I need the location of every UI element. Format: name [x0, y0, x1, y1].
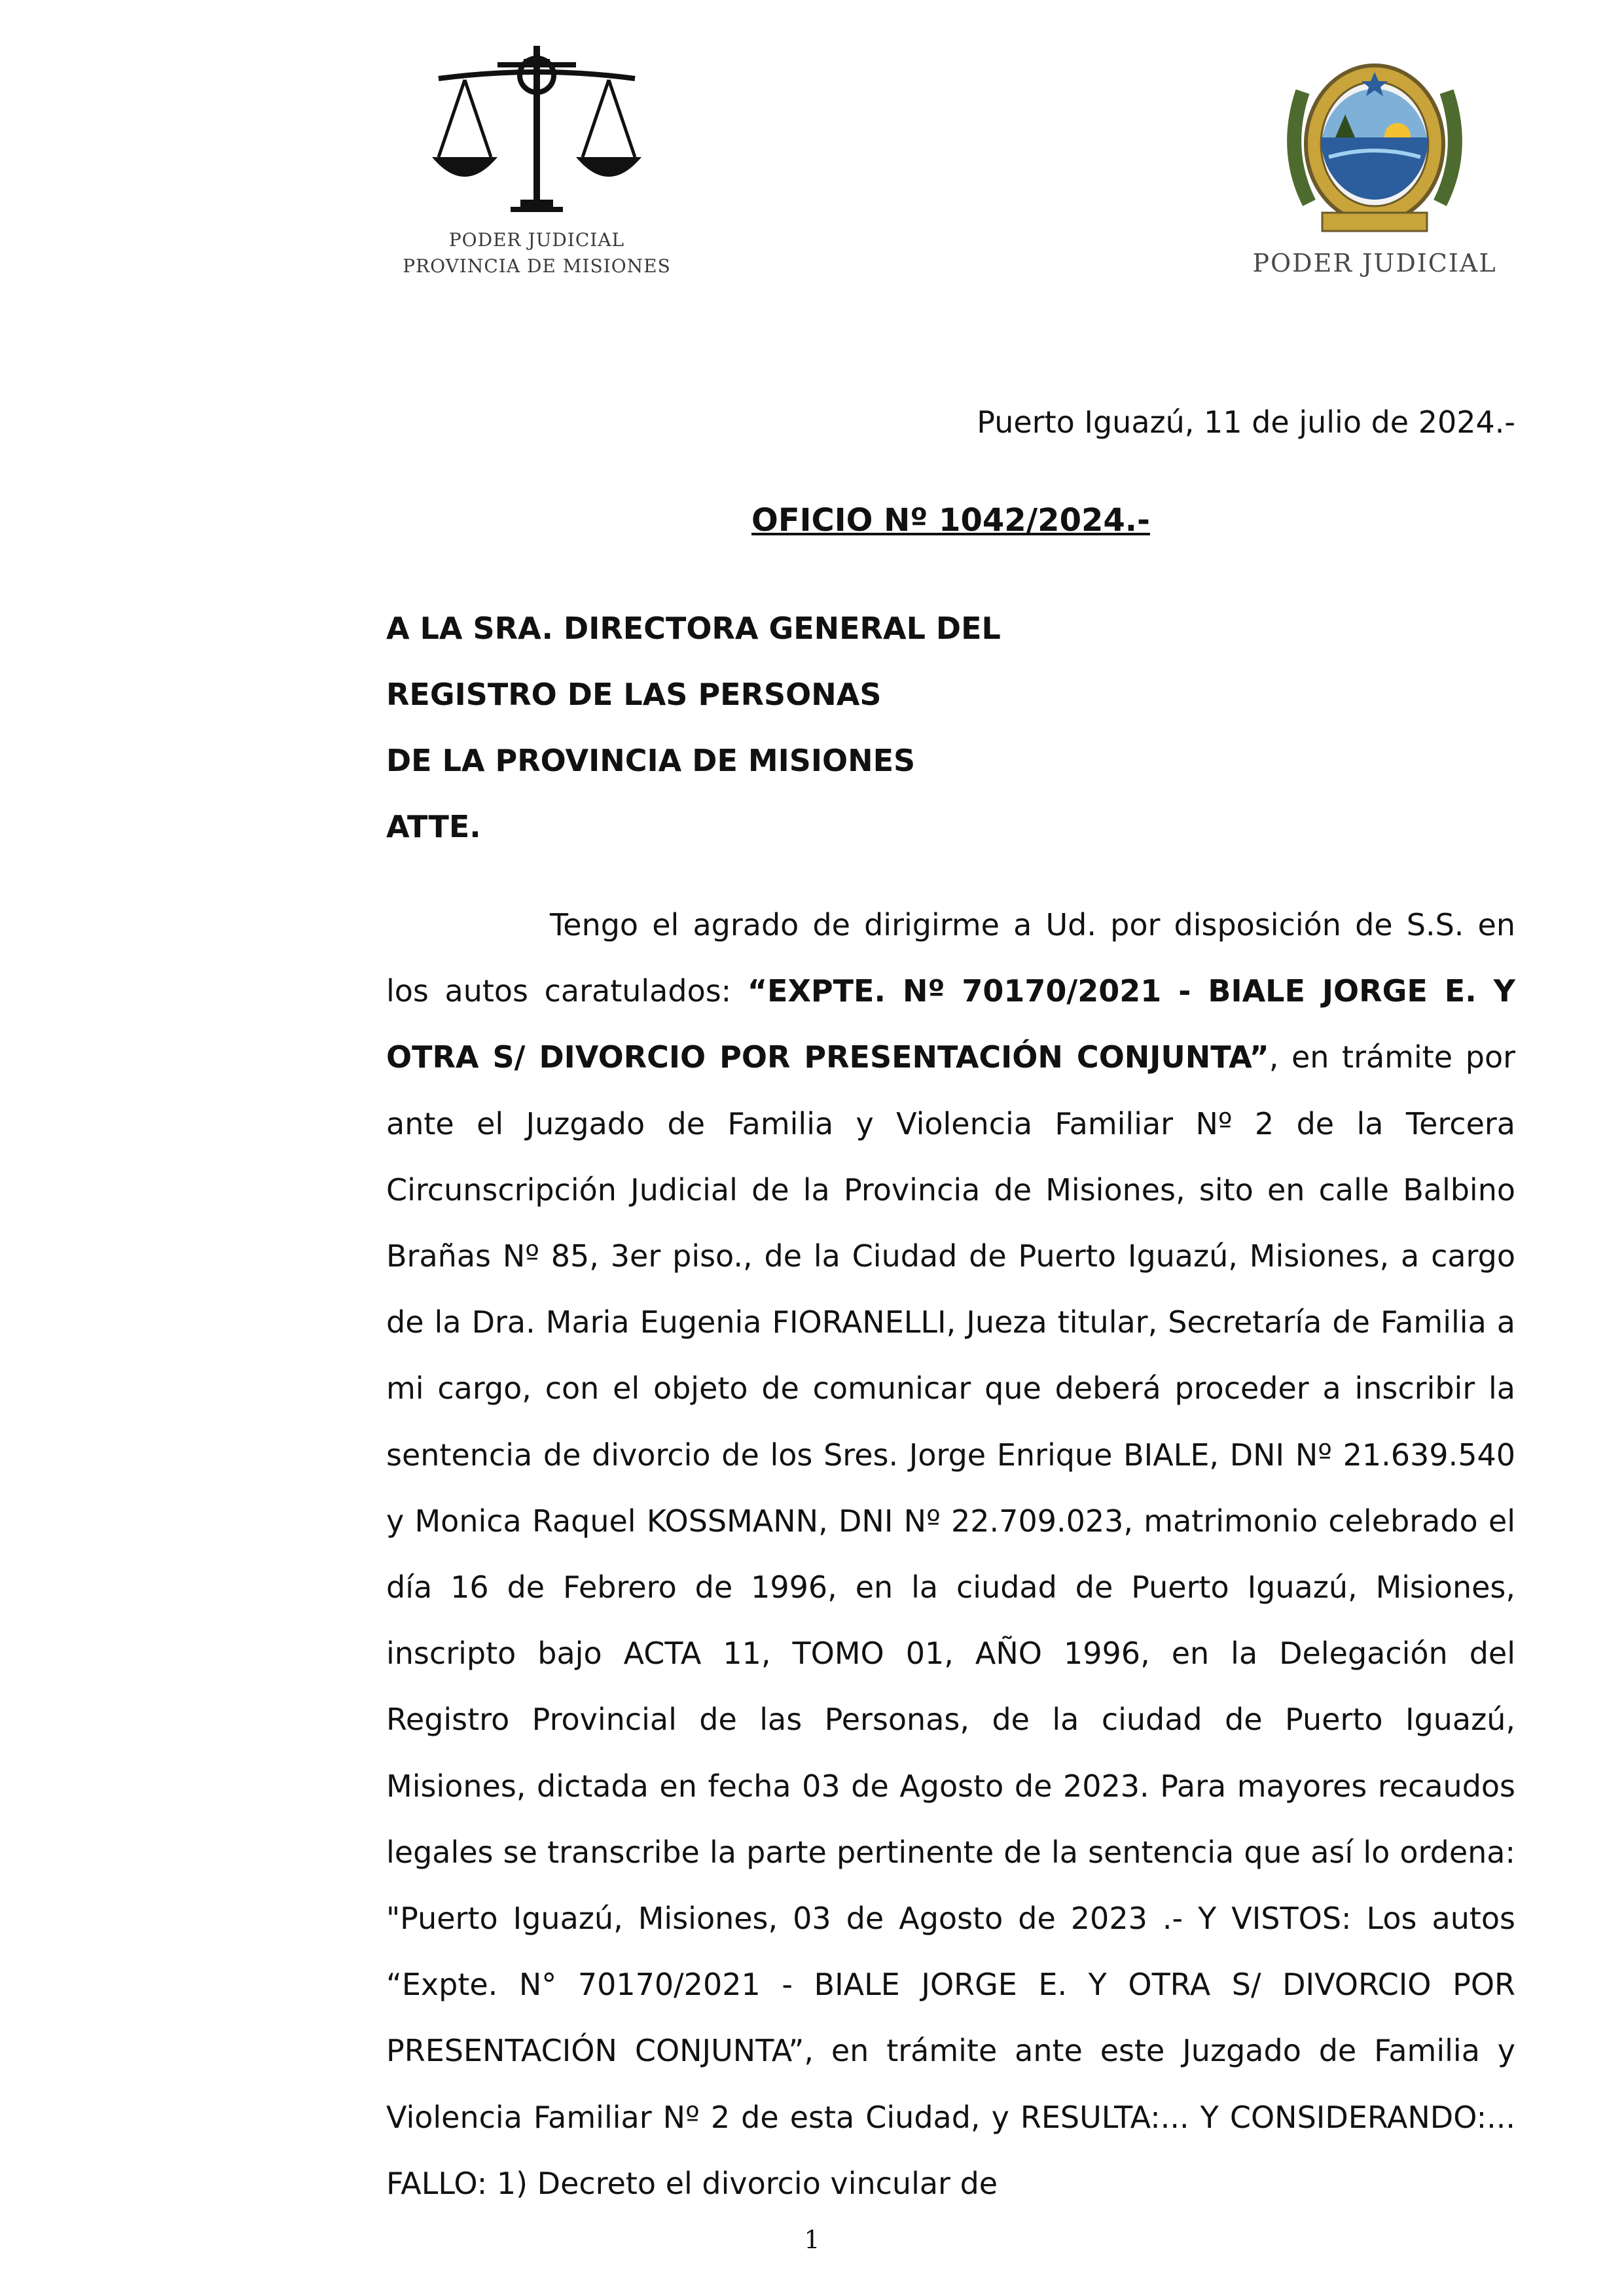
logo-right-label: PODER JUDICIAL	[1252, 249, 1497, 278]
date-line: Puerto Iguazú, 11 de julio de 2024.-	[977, 404, 1515, 440]
provincia-misiones-seal-logo	[1231, 52, 1519, 288]
body-paragraph	[386, 892, 1515, 2217]
addressee-line-3: DE LA PROVINCIA DE MISIONES	[386, 743, 916, 778]
scales-of-justice-icon	[425, 39, 648, 223]
poder-judicial-scales-logo	[399, 39, 674, 295]
oficio-title: OFICIO Nº 1042/2024.-	[751, 502, 1150, 539]
addressee-line-2: REGISTRO DE LAS PERSONAS	[386, 677, 882, 712]
page-number: 1	[804, 2225, 820, 2254]
logo-left-line1: PODER JUDICIAL	[448, 229, 625, 251]
case-title: “EXPTE. Nº 70170/2021 - BIALE JORGE E. Y OTRA S/ DIVORCIO POR PRESENTACIÓN CONJUNTA”	[386, 973, 1515, 1075]
addressee-block	[386, 596, 1515, 860]
addressee-line-4: ATTE.	[386, 809, 481, 844]
body-rest: , en trámite por ante el Juzgado de Familia y Violencia Familiar Nº 2 de la Tercera Circunscripción Judicial de la Provincia de Misiones, sito en calle Balbino Brañas Nº 85, 3er piso., de la Ciudad de Puerto Iguazú, Misiones, a cargo de la Dra. Maria Eugenia FIORANELLI, Jueza titular, Secretaría de Familia a mi cargo, con el objeto de comunicar que deberá proceder a inscribir la sentencia de divorcio de los Sres. Jorge Enrique BIALE, DNI Nº 21.639.540 y Monica Raquel KOSSMANN, DNI Nº 22.709.023, matrimonio celebrado el día 16 de Febrero de 1996, en la ciudad de Puerto Iguazú, Misiones, inscripto bajo ACTA 11, TOMO 01, AÑO 1996, en la Delegación del Registro Provincial de las Personas, de la ciudad de Puerto Iguazú, Misiones, dictada en fecha 03 de Agosto de 2023. Para mayores recaudos legales se transcribe la parte pertinente de la sentencia que así lo ordena: "Puerto Iguazú, Misiones, 03 de Agosto de 2023 .- Y VISTOS: Los autos “Expte. N° 70170/2021 - BIALE JORGE E. Y OTRA S/ DIVORCIO POR PRESENTACIÓN CONJUNTA”, en trámite ante este Juzgado de Familia y Violencia Familiar Nº 2 de esta Ciudad, y RESULTA:... Y CONSIDERANDO:... FALLO: 1) Decreto el divorcio vincular de	[386, 1039, 1516, 2201]
logo-left-line2: PROVINCIA DE MISIONES	[403, 255, 671, 277]
provincial-seal-icon	[1283, 52, 1466, 242]
addressee-line-1: A LA SRA. DIRECTORA GENERAL DEL	[386, 611, 1001, 646]
body-intro: Tengo el agrado de dirigirme a Ud. por disposición de S.S. en los autos caratulados:	[386, 907, 1515, 1009]
